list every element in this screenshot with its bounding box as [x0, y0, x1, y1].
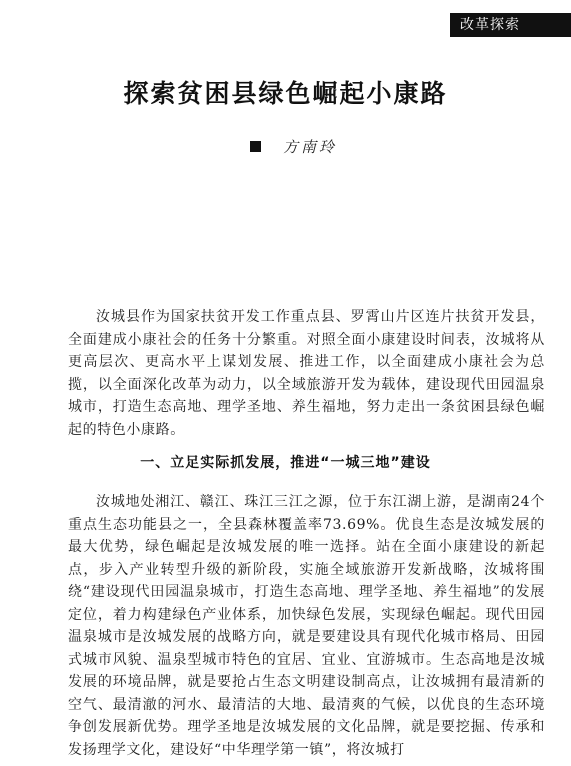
- byline-square-icon: [250, 141, 261, 152]
- byline: [250, 136, 337, 156]
- author-name: 方南玲: [283, 137, 338, 156]
- section-tab: 改革探索: [450, 13, 571, 37]
- section-heading: 一、立足实际抓发展，推进“一城三地”建设: [140, 455, 431, 471]
- article-title: 探索贫困县绿色崛起小康路: [123, 79, 448, 108]
- paragraph-section-one: 汝城地处湘江、赣江、珠江三江之源，位于东江湖上游，是湖南24个重点生态功能县之一，全县森林覆盖率73.69%。优良生态是汝城发展的最大优势，绿色崛起是汝城发展的唯一选择。站在全面小康建设的新起点，步入产业转型升级的新阶段，实施全域旅游开发新战略，汝城将围绕“建设现代田园温泉城市，打造生态高地、理学圣地、养生福地”的发展定位，着力构建绿色产业体系，加快绿色发展，实现绿色崛起。现代田园温泉城市是汝城发展的战略方向，就是要建设具有现代化城市格局、田园式城市风貌、温泉型城市特色的宜居、宜业、宜游城市。生态高地是汝城发展的环境品牌，就是要抢占生态文明建设制高点，让汝城拥有最清新的空气、最清澈的河水、最清洁的大地、最清爽的气候，以优良的生态环境争创发展新优势。理学圣地是汝城发展的文化品牌，就是要挖掘、传承和发扬理学文化，建设好“中华理学第一镇”，将汝城打: [68, 494, 545, 758]
- paragraph-intro: 汝城县作为国家扶贫开发工作重点县、罗霄山片区连片扶贫开发县，全面建成小康社会的任务十分繁重。对照全面小康建设时间表，汝城将从更高层次、更高水平上谋划发展、推进工作，以全面建成小康社会为总揽，以全面深化改革为动力，以全域旅游开发为载体，建设现代田园温泉城市，打造生态高地、理学圣地、养生福地，努力走出一条贫困县绿色崛起的特色小康路。: [68, 309, 545, 438]
